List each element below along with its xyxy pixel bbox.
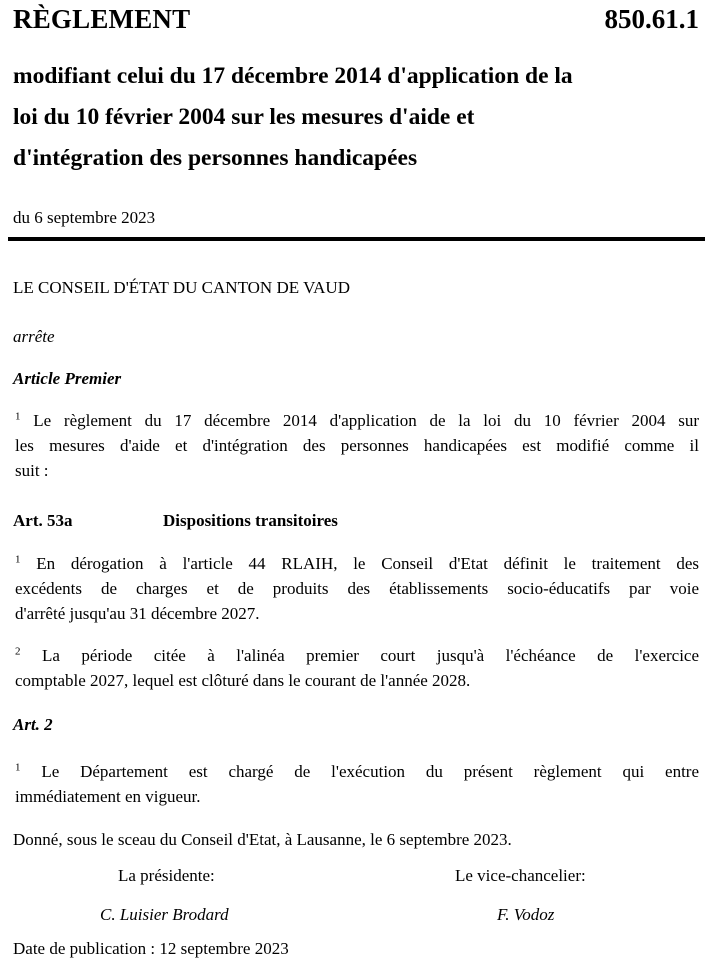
right-signatory-role: Le vice-chancelier: bbox=[455, 866, 586, 885]
art-53a-paragraph-1 bbox=[15, 551, 699, 626]
title-line: modifiant celui du 17 décembre 2014 d'application de la bbox=[13, 63, 573, 89]
art-53a-number: Art. 53a bbox=[13, 511, 73, 530]
paragraph-line: La période citée à l'alinéa premier court jusqu'à l'échéance de l'exercice bbox=[41, 646, 700, 665]
paragraph-line: comptable 2027, lequel est clôturé dans le courant de l'année 2028. bbox=[15, 671, 471, 690]
paragraph-number: 1 bbox=[15, 761, 21, 774]
art-2-paragraph bbox=[15, 759, 699, 809]
paragraph-line: En dérogation à l'article 44 RLAIH, le Conseil d'Etat définit le traitement des bbox=[36, 554, 699, 573]
paragraph-line: immédiatement en vigueur. bbox=[15, 787, 201, 806]
article-premier-paragraph bbox=[15, 408, 699, 483]
art-53a-paragraph-2 bbox=[15, 643, 699, 693]
publication-date: Date de publication : 12 septembre 2023 bbox=[13, 939, 289, 958]
paragraph-number: 1 bbox=[15, 553, 21, 566]
paragraph-number: 2 bbox=[15, 645, 21, 658]
document-title bbox=[13, 56, 703, 179]
horizontal-rule bbox=[8, 237, 705, 241]
document-date: du 6 septembre 2023 bbox=[13, 208, 156, 227]
paragraph-line: Le Département est chargé de l'exécution du présent règlement qui entre bbox=[41, 762, 700, 781]
paragraph-line: Le règlement du 17 décembre 2014 d'application de la loi du 10 février 2004 sur bbox=[33, 411, 700, 430]
left-signatory-role: La présidente: bbox=[118, 866, 215, 885]
paragraph-number: 1 bbox=[15, 410, 21, 423]
issuing-authority: LE CONSEIL D'ÉTAT DU CANTON DE VAUD bbox=[13, 278, 350, 297]
document-type: RÈGLEMENT bbox=[13, 4, 191, 34]
left-signatory-name: C. Luisier Brodard bbox=[100, 905, 229, 924]
paragraph-line: d'arrêté jusqu'au 31 décembre 2027. bbox=[15, 604, 260, 623]
title-line: d'intégration des personnes handicapées bbox=[13, 145, 418, 171]
art-53a-title: Dispositions transitoires bbox=[163, 511, 338, 530]
article-premier-heading: Article Premier bbox=[13, 369, 122, 388]
closing-statement: Donné, sous le sceau du Conseil d'Etat, à Lausanne, le 6 septembre 2023. bbox=[13, 830, 512, 849]
paragraph-line: excédents de charges et de produits des établissements socio-éducatifs par voie bbox=[15, 579, 699, 598]
paragraph-line: suit : bbox=[15, 461, 49, 480]
art-2-heading: Art. 2 bbox=[13, 715, 53, 734]
arrete-label: arrête bbox=[13, 327, 55, 346]
paragraph-line: les mesures d'aide et d'intégration des personnes handicapées est modifié comme il bbox=[15, 436, 699, 455]
title-line: loi du 10 février 2004 sur les mesures d'aide et bbox=[13, 104, 475, 130]
document-number: 850.61.1 bbox=[604, 4, 699, 34]
right-signatory-name: F. Vodoz bbox=[497, 905, 555, 924]
